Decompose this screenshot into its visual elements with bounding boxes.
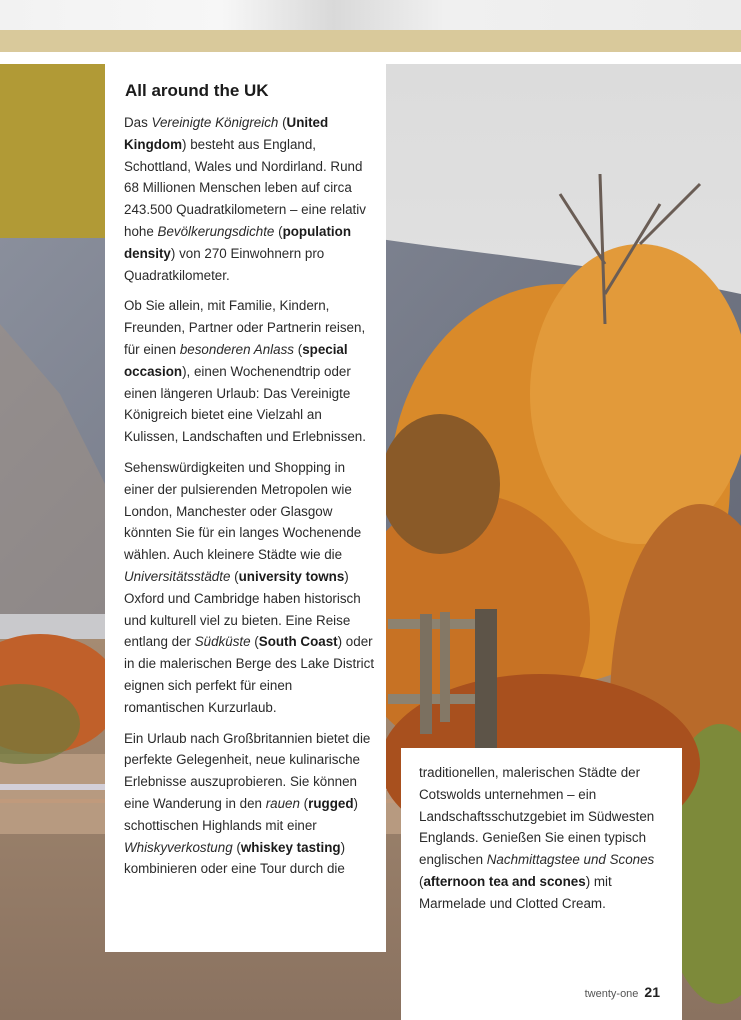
paragraph: Sehenswürdigkeiten und Shopping in einer der pulsierenden Metropolen wie London, Manchester oder Glasgow könnten Sie für ein langes Wochenende wählen. Auch kleinere Städte wie die Universitätsstädte (university towns) Oxford und Cambridge haben historisch und kulturell viel zu bieten. Eine Reise entlang der Südküste (South Coast) oder in die malerischen Berge des Lake District eignen sich perfekt für einen romantischen Kurzurlaub.: [124, 459, 375, 715]
english-term: special occasion: [124, 341, 348, 379]
gold-band: [0, 30, 741, 52]
text-column-left: [124, 112, 376, 889]
paragraph: Ob Sie allein, mit Familie, Kindern, Freunden, Partner oder Partnerin reisen, für einen besonderen Anlass (special occasion), einen Wochenendtrip oder einen längeren Urlaub: Das Vereinigte Königreich bietet eine Vielzahl an Kulissen, Landschaften und Erlebnissen.: [124, 298, 366, 445]
english-term: United Kingdom: [124, 115, 329, 152]
german-term: rauen: [265, 795, 300, 811]
german-term: Vereinigte Königreich: [151, 115, 279, 130]
paragraph: Ein Urlaub nach Großbritannien bietet die perfekte Gelegenheit, neue kulinarische Erlebnisse auszuprobieren. Sie können eine Wanderung in den rauen (rugged) schottischen Highlands mit einer Whiskyverkostung (whiskey tasting) kombinieren oder eine Tour durch die: [124, 730, 371, 877]
german-term: Universitätsstädte: [124, 568, 231, 584]
english-term: population density: [124, 223, 352, 261]
page-number: 21: [644, 984, 660, 1000]
gold-accent-block: [0, 64, 105, 238]
page-footer: [560, 984, 660, 1000]
german-term: besonderen Anlass: [179, 341, 294, 357]
paragraph: traditionellen, malerischen Städte der Cotswolds unternehmen – ein Landschaftsschutzgebiet im Südwesten Englands. Genießen Sie einen typisch englischen Nachmittagstee und Scones (afternoon tea and scones) mit Marmelade und Clotted Cream.: [419, 765, 655, 911]
page-number-word: twenty-one: [584, 988, 639, 1000]
paragraph: Das Vereinigte Königreich (United Kingdom) besteht aus England, Schottland, Wales und Nordirland. Rund 68 Millionen Menschen leben auf circa 243.500 Quadratkilometern – eine relativ hohe Bevölkerungsdichte (population density) von 270 Einwohnern pro Quadratkilometer.: [124, 115, 366, 283]
page-title: All around the UK: [125, 81, 269, 100]
english-term: afternoon tea and scones: [423, 873, 586, 889]
english-term: South Coast: [258, 634, 338, 650]
text-column-right: [419, 762, 671, 924]
top-photo-strip: [0, 0, 741, 30]
english-term: university towns: [238, 568, 345, 584]
english-term: whiskey tasting: [240, 839, 341, 855]
german-term: Nachmittagstee und Scones: [486, 852, 655, 868]
german-term: Whiskyverkostung: [124, 839, 233, 855]
german-term: Bevölkerungsdichte: [157, 223, 275, 239]
german-term: Südküste: [194, 634, 251, 650]
page-gap: [0, 52, 741, 64]
english-term: rugged: [308, 795, 354, 811]
